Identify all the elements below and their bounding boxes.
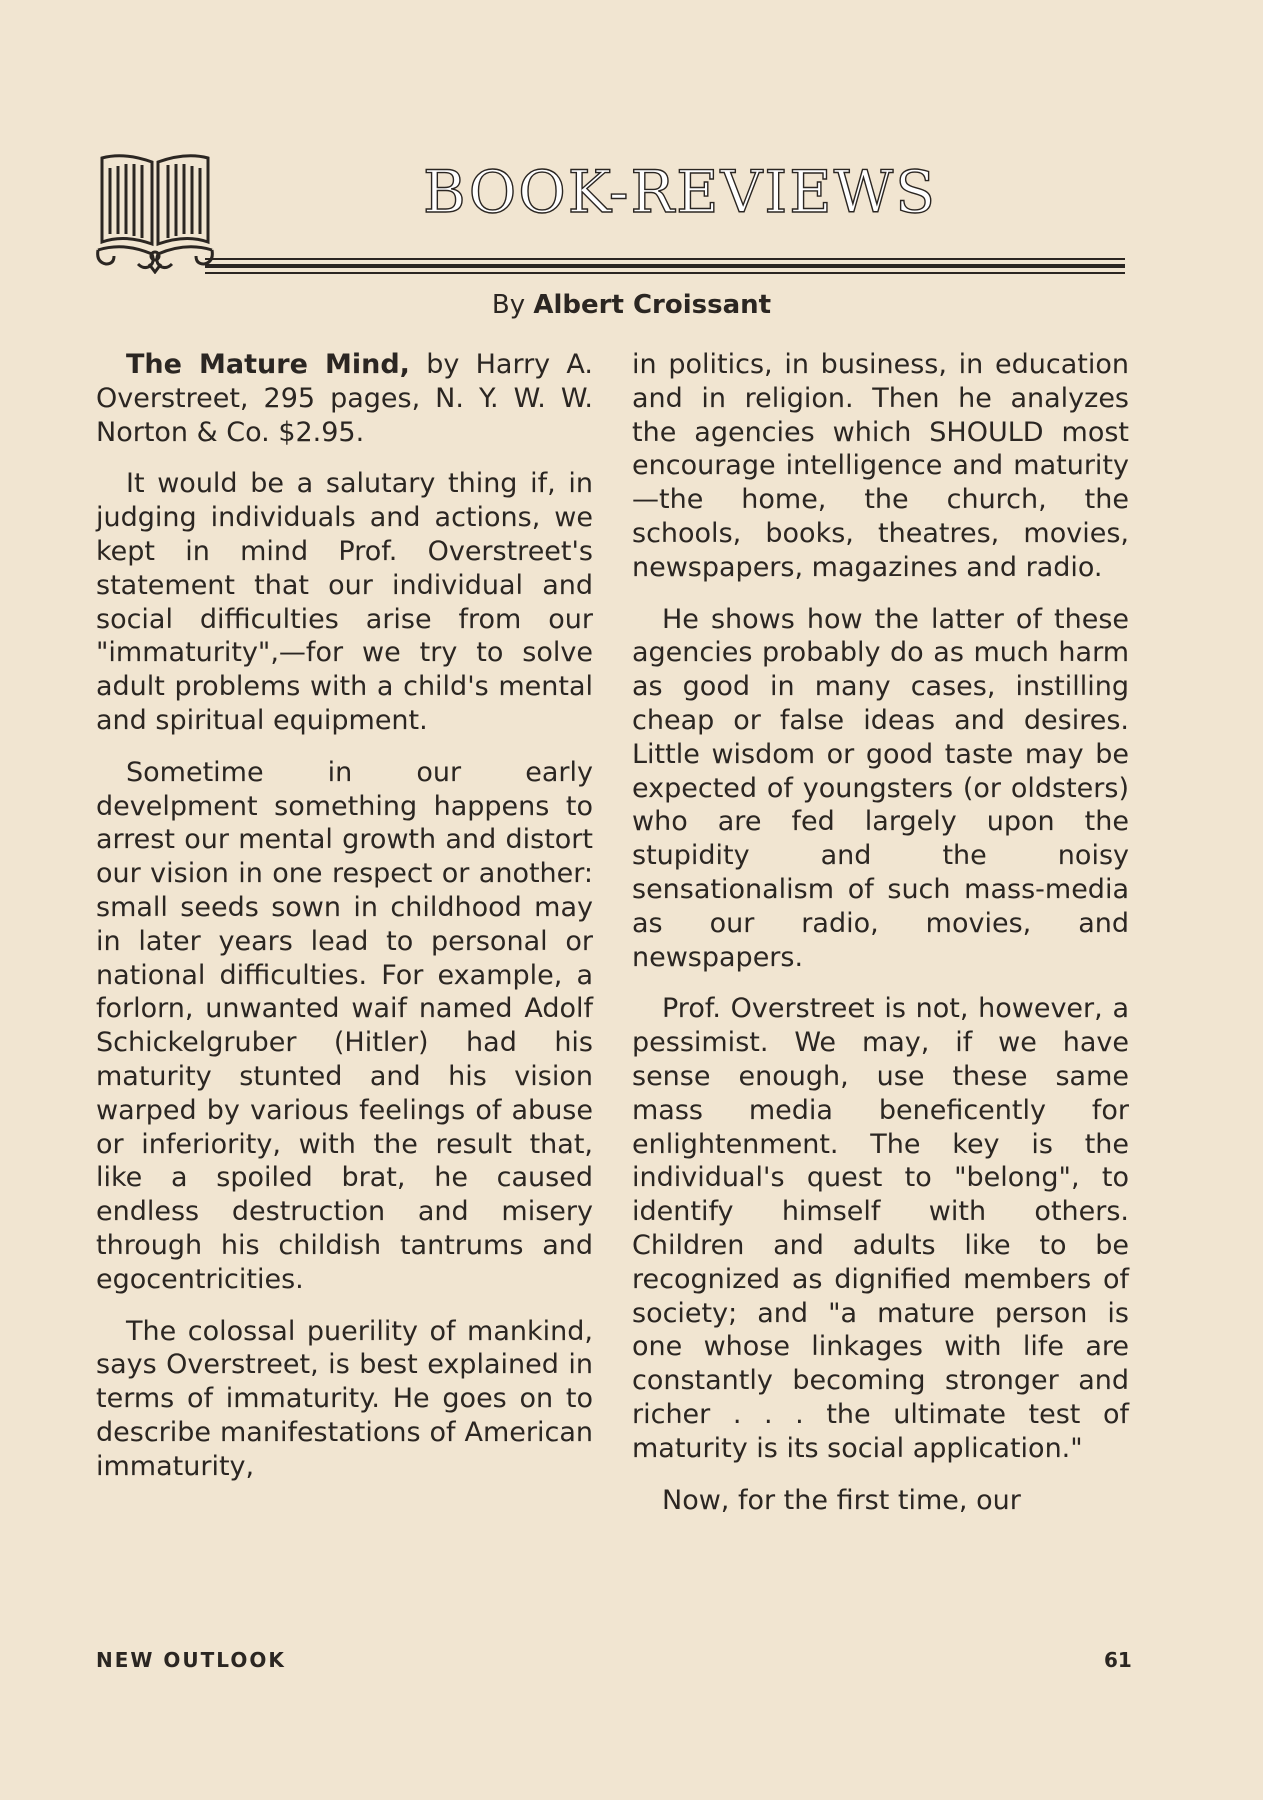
left-column — [96, 348, 593, 1502]
paragraph: He shows how the latter of these agencies probably do as much harm as good in many cases, instilling cheap or false ideas and desires. Little wisdom or good taste may be expected of youngsters (or oldsters) who are fed largely upon the stupidity and the noisy sensationalism of such mass-media as our radio, movies, and newspapers. — [632, 603, 1129, 973]
title-rule — [205, 258, 1125, 278]
paragraph: It would be a salutary thing if, in judging individuals and actions, we kept in mind Prof. Overstreet's statement that our individual and social difficulties arise from our "immaturity",—for we try to solve adult problems with a child's mental and spiritual equipment. — [96, 468, 593, 736]
paragraph: Prof. Overstreet is not, however, a pessimist. We may, if we have sense enough, use these same mass media beneficently for enlightenment. The key is the individual's quest to "belong", to identify himself with others. Children and adults like to be recognized as dignified members of society; and "a mature person is one whose linkages with life are constantly becoming stronger and richer . . . the ultimate test of maturity is its social application." — [632, 993, 1129, 1464]
magazine-name: NEW OUTLOOK — [96, 1648, 286, 1672]
paragraph: The colossal puerility of mankind, says Overstreet, is best explained in terms of immaturity. He goes on to describe manifestations of American immaturity, — [96, 1315, 593, 1482]
book-title: The Mature Mind, — [126, 349, 410, 380]
byline-prefix: By — [491, 290, 526, 320]
open-book-icon — [94, 150, 216, 274]
byline — [0, 290, 1263, 320]
paragraph: in politics, in business, in education and in religion. Then he analyzes the agencies which SHOULD most encourage intelligence and maturity—the home, the church, the schools, books, theatres, movies, newspapers, magazines and radio. — [632, 349, 1129, 583]
book-citation — [96, 348, 593, 449]
byline-author: Albert Croissant — [533, 290, 772, 320]
paragraph: Now, for the first time, our — [662, 1484, 1021, 1516]
section-title: BOOK-REVIEWS — [423, 158, 937, 226]
page-number: 61 — [1104, 1648, 1132, 1672]
paragraph: Sometime in our early develpment something happens to arrest our mental growth and distort our vision in one respect or another: small seeds sown in childhood may in later years lead to personal or national difficulties. For example, a forlorn, unwanted waif named Adolf Schickelgruber (Hitler) had his maturity stunted and his vision warped by various feelings of abuse or inferiority, with the result that, like a spoiled brat, he caused endless destruction and misery through his childish tantrums and egocentricities. — [96, 756, 593, 1295]
right-column — [632, 348, 1129, 1535]
book-details: by Harry A. Overstreet, 295 pages, N. Y. W. W. Norton & Co. $2.95. — [96, 349, 593, 448]
